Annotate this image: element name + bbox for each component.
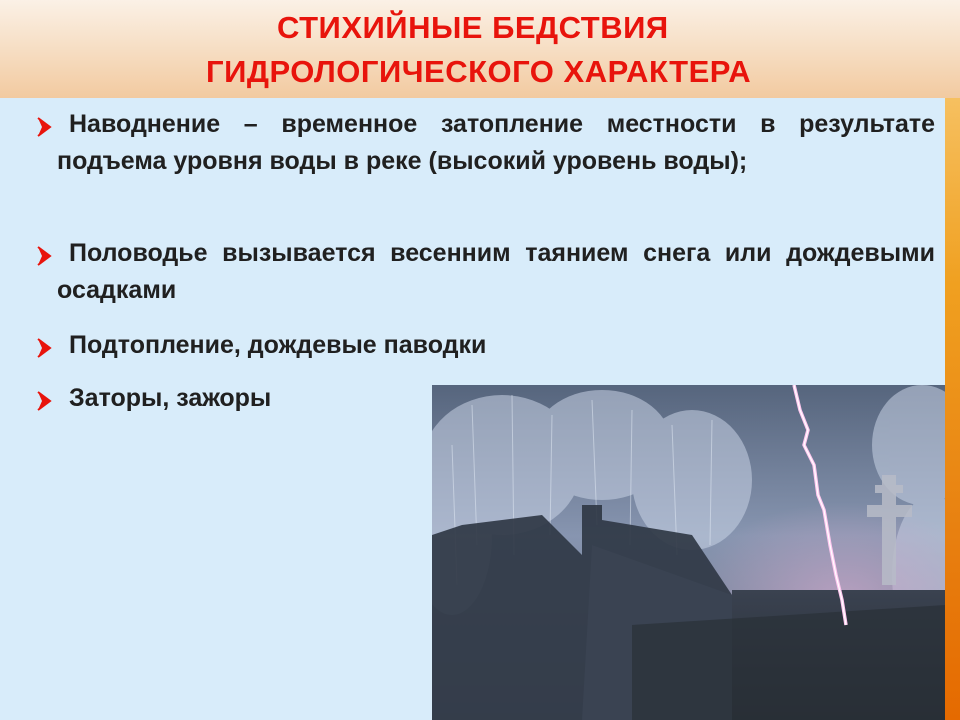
accent-strip: [945, 98, 960, 720]
title-line-1: СТИХИЙНЫЕ БЕДСТВИЯ: [277, 10, 669, 45]
arrow-bullet-icon: [35, 333, 57, 357]
bullet-item: [35, 327, 935, 364]
bullet-item: [35, 106, 935, 180]
storm-photo: [432, 385, 945, 720]
bullet-item: [35, 235, 935, 309]
bullet-text: Заторы, зажоры: [69, 384, 272, 412]
bullet-text: Наводнение – временное затопление местности в результате подъема уровня воды в реке (высокий уровень воды);: [57, 110, 935, 175]
arrow-bullet-icon: [35, 386, 57, 410]
arrow-bullet-icon: [35, 112, 57, 136]
title-band: [0, 0, 960, 98]
title-line-2: ГИДРОЛОГИЧЕСКОГО ХАРАКТЕРА: [206, 54, 752, 89]
bullet-text: Половодье вызывается весенним таянием снега или дождевыми осадками: [57, 239, 935, 304]
arrow-bullet-icon: [35, 241, 57, 265]
bullet-text: Подтопление, дождевые паводки: [69, 331, 487, 359]
slide-title: [0, 6, 960, 94]
